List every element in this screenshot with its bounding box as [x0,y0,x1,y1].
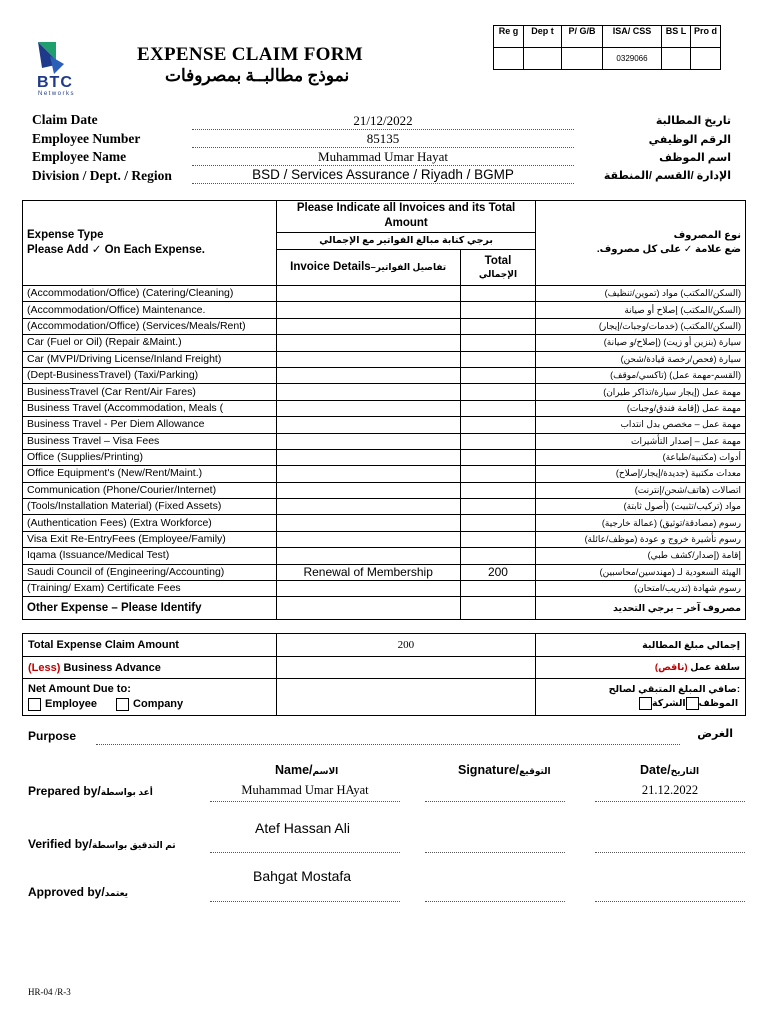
employee-name-value[interactable]: Muhammad Umar Hayat [192,148,574,166]
company-option-label: Company [133,698,184,710]
total-cell[interactable] [460,286,536,302]
invoice-details-cell[interactable] [276,515,460,531]
expense-table [22,200,746,620]
expense-type-label-arabic: اتصالات (هاتف/شحن/إنترنت) [536,482,746,498]
expense-type-label: Business Travel (Accommodation, Meals ( [23,400,277,416]
net-amount-cell [23,679,277,716]
prepared-date-line [595,801,745,802]
total-header [460,250,536,286]
invoice-details-cell[interactable] [276,367,460,383]
approved-signature-field[interactable] [425,901,565,902]
please-add-note-arabic: ضع علامة ✓ على كل مصروف. [596,244,741,255]
division-label: Division / Dept. / Region [32,168,172,183]
invoice-details-label: Invoice Details [290,261,371,274]
expense-type-label: (Accommodation/Office) Maintenance. [23,302,277,318]
invoice-details-cell[interactable] [276,351,460,367]
expense-row [23,449,746,465]
other-expense-row [23,597,746,620]
company-logo [30,40,94,104]
prepared-name-line [210,801,400,802]
employee-checkbox[interactable] [28,698,41,711]
total-cell[interactable] [460,302,536,318]
totals-table [22,633,746,716]
expense-type-label-arabic: أدوات (مكتبية/طباعة) [536,449,746,465]
logo-text: BTC [37,74,73,91]
expense-type-label: Visa Exit Re-EntryFees (Employee/Family) [23,531,277,547]
verified-signature-field[interactable] [425,852,565,853]
other-expense-details[interactable] [276,597,460,620]
form-title-arabic: نموذج مطالبــة بمصروفات [165,66,350,85]
code-value[interactable] [524,48,562,70]
expense-type-label-arabic: الهيئة السعودية لـ (مهندسين/محاسبين) [536,564,746,580]
advance-label-arabic: سلفة عمل [690,662,740,673]
employee-option-label: Employee [45,698,97,710]
total-label: Total [484,254,512,267]
net-amount-row [23,679,746,716]
expense-type-label: Car (MVPI/Driving License/Inland Freight) [23,351,277,367]
approved-date-field[interactable] [595,901,745,902]
date-column-header [640,763,699,777]
total-cell[interactable] [460,482,536,498]
code-header: Pro d [691,26,721,48]
expense-type-label: Office (Supplies/Printing) [23,449,277,465]
code-value[interactable] [662,48,691,70]
expense-type-label-arabic: مهمة عمل – مخصص بدل انتداب [536,417,746,433]
claim-date-label: Claim Date [32,112,98,127]
expense-row [23,499,746,515]
signature-header-arabic: التوقيع [519,766,551,776]
other-expense-label: Other Expense – Please Identify [23,597,277,620]
claim-date-label-arabic: تاريخ المطالبة [655,115,731,127]
expense-type-header-arabic [536,201,746,286]
expense-type-title: Expense Type [27,229,104,241]
expense-type-label-arabic: (القسم-مهمة عمل) (تاكسي/موقف) [536,367,746,383]
company-checkbox-arabic[interactable] [686,697,699,710]
total-cell[interactable] [460,581,536,597]
employee-name-label: Employee Name [32,149,127,164]
invoice-details-cell[interactable] [276,384,460,400]
employee-option-arabic: الموظف [698,698,739,709]
net-amount-label-arabic: :صافي المبلغ المتبقي لصالح [608,683,740,695]
invoice-details-cell[interactable] [276,318,460,334]
code-header: Dep t [524,26,562,48]
business-advance-value[interactable] [276,657,535,679]
codes-value-row [494,48,721,70]
expense-row [23,417,746,433]
expense-type-label-arabic: مهمة عمل (إيجار سيارة/تذاكر طيران) [536,384,746,400]
employee-number-label-arabic: الرقم الوظيفي [648,134,731,146]
expense-row [23,515,746,531]
total-cell[interactable] [460,400,536,416]
expense-row [23,466,746,482]
date-header-label: Date/ [640,763,671,777]
invoice-details-header [276,250,460,286]
invoice-details-cell[interactable] [276,449,460,465]
logo-subtext: Networks [38,91,76,97]
approved-by-text: Approved by/ [28,885,105,899]
expense-type-label: (Accommodation/Office) (Services/Meals/Rent) [23,318,277,334]
expense-type-label-arabic: مواد (تركيب/تثبيت) (أصول ثابتة) [536,499,746,515]
code-header: P/ G/B [562,26,603,48]
invoice-details-cell[interactable] [276,286,460,302]
business-advance-label [23,657,277,679]
other-expense-total[interactable] [460,597,536,620]
expense-row [23,351,746,367]
verified-by-label [28,837,176,851]
total-cell[interactable] [460,417,536,433]
department-codes-table [493,25,721,70]
code-header: BS L [662,26,691,48]
company-checkbox[interactable] [116,698,129,711]
total-cell[interactable] [460,351,536,367]
expense-row [23,302,746,318]
approved-name-line [210,901,400,902]
verified-name[interactable]: Atef Hassan Ali [255,820,350,836]
name-header-label: Name/ [275,763,313,777]
expense-type-label-arabic: معدات مكتبية (جديدة/إيجار/إصلاح) [536,466,746,482]
expense-type-label-arabic: (السكن/المكتب) إصلاح أو صيانة [536,302,746,318]
approved-by-arabic: يعتمد [104,888,129,898]
company-option-arabic: الشركة [651,698,686,709]
business-advance-row [23,657,746,679]
total-cell[interactable] [460,367,536,383]
division-value[interactable]: BSD / Services Assurance / Riyadh / BGMP [192,166,574,184]
expense-type-label: BusinessTravel (Car Rent/Air Fares) [23,384,277,400]
total-cell[interactable] [460,335,536,351]
invoice-details-cell[interactable] [276,548,460,564]
business-advance-label-arabic [535,657,745,679]
code-value[interactable] [494,48,524,70]
expense-type-label-arabic: (السكن/المكتب) (خدمات/وجبات/إيجار) [536,318,746,334]
total-claim-label-arabic: إجمالي مبلغ المطالبة [535,634,745,657]
expense-row [23,400,746,416]
table-header-row-1 [23,201,746,233]
expense-row [23,286,746,302]
approved-by-label [28,885,128,899]
expense-type-label-arabic: سيارة (فحص/رخصة قيادة/شحن) [536,351,746,367]
total-cell[interactable] [460,466,536,482]
expense-type-label-arabic: مهمة عمل (إقامة فندق/وجبات) [536,400,746,416]
expense-row [23,531,746,547]
net-amount-label: Net Amount Due to: [28,683,131,695]
total-cell[interactable] [460,499,536,515]
invoice-details-cell[interactable] [276,531,460,547]
expense-row [23,548,746,564]
code-value[interactable] [691,48,721,70]
expense-type-label: Iqama (Issuance/Medical Test) [23,548,277,564]
net-amount-cell-arabic [535,679,745,716]
expense-row [23,335,746,351]
advance-label: Business Advance [63,661,161,674]
code-header: ISA/ CSS [603,26,662,48]
division-label-arabic: الإدارة /القسم /المنطقة [603,170,731,182]
expense-type-label: (Dept-BusinessTravel) (Taxi/Parking) [23,367,277,383]
total-claim-value[interactable]: 200 [276,634,535,657]
expense-type-header [23,201,277,286]
total-cell[interactable] [460,515,536,531]
expense-type-label: Business Travel - Per Diem Allowance [23,417,277,433]
less-label: (Less) [28,661,61,674]
prepared-signature-field[interactable] [425,801,565,802]
expense-type-label-arabic: رسوم (مصادقة/توثيق) (عمالة خارجية) [536,515,746,531]
invoice-details-cell[interactable] [276,466,460,482]
expense-type-label-arabic: سيارة (بنزين أو زيت) (إصلاح/و صيانة) [536,335,746,351]
please-add-note: Please Add ✓ On Each Expense. [27,244,205,256]
expense-type-label: (Training/ Exam) Certificate Fees [23,581,277,597]
prepared-by-label [28,784,153,798]
invoice-details-cell[interactable] [276,335,460,351]
name-column-header [275,763,338,777]
claim-date-value[interactable]: 21/12/2022 [192,112,574,130]
total-cell[interactable] [460,548,536,564]
employee-number-value[interactable]: 85135 [192,130,574,148]
total-claim-label: Total Expense Claim Amount [23,634,277,657]
employee-number-label: Employee Number [32,131,141,146]
verified-date-field[interactable] [595,852,745,853]
verified-name-line [210,852,400,853]
total-cell[interactable] [460,433,536,449]
invoice-details-cell[interactable] [276,499,460,515]
verified-by-arabic: تم التدقيق بواسطة [92,840,176,850]
expense-type-label: Communication (Phone/Courier/Internet) [23,482,277,498]
total-cell[interactable] [460,318,536,334]
code-value[interactable] [562,48,603,70]
net-amount-value[interactable] [276,679,535,716]
total-label-arabic: الإجمالي [478,268,518,279]
expense-type-label-arabic: إقامة (إصدار/كشف طبي) [536,548,746,564]
expense-type-label: (Tools/Installation Material) (Fixed Assets) [23,499,277,515]
purpose-label-arabic: الغرض [697,728,733,740]
invoice-details-label-arabic: –تفاصيل الفواتير [370,262,447,273]
expense-type-label: Car (Fuel or Oil) (Repair &Maint.) [23,335,277,351]
prepared-by-text: Prepared by/ [28,784,101,798]
code-header: Re g [494,26,524,48]
expense-type-label: Saudi Council of (Engineering/Accounting) [23,564,277,580]
expense-row [23,482,746,498]
employee-checkbox-arabic[interactable] [639,697,652,710]
total-cell[interactable]: 200 [460,564,536,580]
form-title: EXPENSE CLAIM FORM [137,44,364,65]
expense-type-title-arabic: نوع المصروف [673,230,741,241]
total-cell[interactable] [460,384,536,400]
signature-column-header [458,763,551,777]
indicate-invoices-header: Please Indicate all Invoices and its Total Amount [276,201,536,233]
purpose-field[interactable] [96,744,680,745]
invoice-details-cell[interactable] [276,433,460,449]
total-claim-row [23,634,746,657]
expense-type-label: (Authentication Fees) (Extra Workforce) [23,515,277,531]
invoice-details-cell[interactable] [276,302,460,318]
total-cell[interactable] [460,449,536,465]
expense-row [23,318,746,334]
expense-row [23,367,746,383]
indicate-invoices-header-arabic: برجي كتابة مبالغ الفواتير مع الإجمالي [276,232,536,249]
expense-row [23,564,746,580]
expense-type-label-arabic: (السكن/المكتب) مواد (تموين/تنظيف) [536,286,746,302]
expense-type-label-arabic: رسوم تأشيرة خروج و عودة (موظف/عائلة) [536,531,746,547]
invoice-details-cell[interactable] [276,400,460,416]
prepared-date[interactable]: 21.12.2022 [641,783,699,797]
form-code: HR-04 /R-3 [28,987,71,997]
signature-header-label: Signature/ [458,763,520,777]
verified-by-text: Verified by/ [28,837,93,851]
name-header-arabic: الاسم [312,766,339,776]
total-cell[interactable] [460,531,536,547]
invoice-details-cell[interactable]: Renewal of Membership [276,564,460,580]
expense-type-label-arabic: مهمة عمل – إصدار التأشيرات [536,433,746,449]
less-label-arabic: (ناقص) [654,662,688,673]
invoice-details-cell[interactable] [276,581,460,597]
employee-name-label-arabic: اسم الموظف [659,152,731,164]
prepared-name[interactable]: Muhammad Umar HAyat [241,783,369,797]
expense-type-label: Business Travel – Visa Fees [23,433,277,449]
other-expense-label-arabic: مصروف آخر – برجي التحديد [536,597,746,620]
codes-header-row [494,26,721,48]
invoice-details-cell[interactable] [276,482,460,498]
code-value-isa[interactable]: 0329066 [603,48,662,70]
expense-type-label: Office Equipment's (New/Rent/Maint.) [23,466,277,482]
expense-row [23,433,746,449]
expense-type-label: (Accommodation/Office) (Catering/Cleaning) [23,286,277,302]
approved-name[interactable]: Bahgat Mostafa [253,868,352,884]
date-header-arabic: التاريخ [670,766,700,776]
expense-row [23,581,746,597]
prepared-by-arabic: أعد بواسطة [100,787,153,797]
expense-row [23,384,746,400]
purpose-label: Purpose [28,729,77,743]
invoice-details-cell[interactable] [276,417,460,433]
expense-type-label-arabic: رسوم شهادة (تدريب/امتحان) [536,581,746,597]
